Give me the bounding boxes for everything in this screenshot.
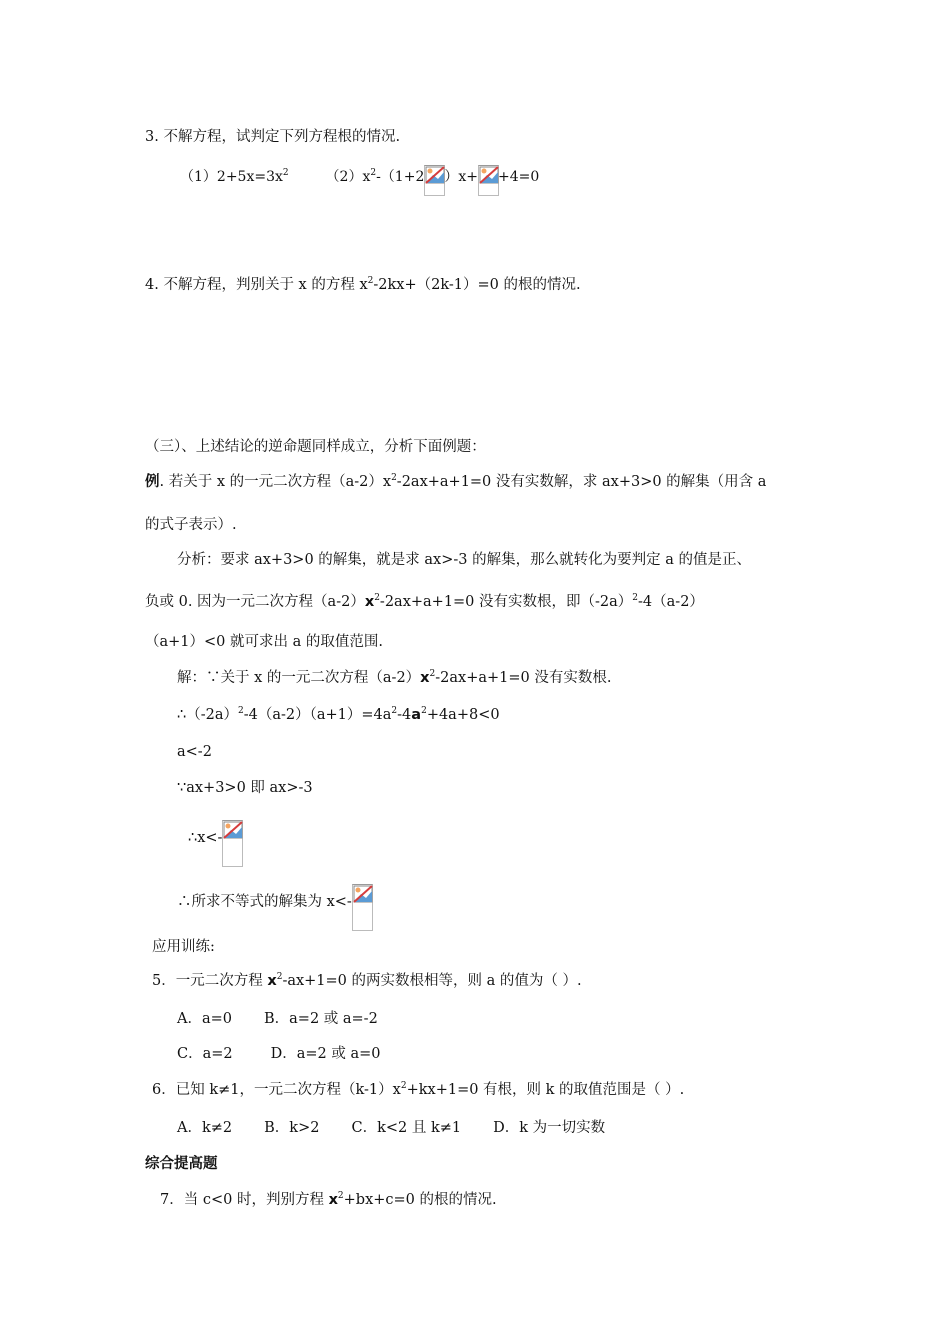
q6-text: 6．已知 k≠1，一元二次方程$(k-1)x^2+kx+1=0$ 有根，则 k 的取值范围是（ ）. (152, 1081, 685, 1098)
analysis-line1: 分析：要求 ax+3>0 的解集，就是求 ax>-3 的解集，那么就转化为要判定 a 的值是正、 (177, 552, 751, 568)
q3-title: 3. 不解方程，试判定下列方程根的情况. (145, 129, 401, 145)
q6-option-d: D．k 为一切实数 (493, 1120, 606, 1136)
q6-options (177, 1118, 605, 1138)
q6-option-c: C．k<2 且 k≠1 (351, 1120, 462, 1136)
q5-option-b: B．a=2 或 a=-2 (264, 1011, 378, 1027)
broken-image-icon (424, 165, 444, 195)
q5-option-a: A．a=0 (177, 1011, 232, 1027)
practice-heading: 应用训练: (152, 939, 215, 955)
fraction-image-icon (222, 820, 242, 866)
analysis-line3: （a+1）<0 就可求出 a 的取值范围. (145, 634, 383, 650)
example-line2: 的式子表示）. (145, 517, 237, 533)
solution-line1: 解：∵关于 x 的一元二次方程$(a-2)x^2-2ax+a+1=0$ 没有实数根. (177, 669, 612, 686)
solution-line3: a<-2 (177, 744, 212, 760)
solution-line2: $\therefore(-2a)^2-4(a-2)(a+1)=4a^2-4a^2+4a+8<0$ (177, 706, 500, 723)
q4-text: 4. 不解方程，判别关于 x 的方程 $x^2-2kx+(2k-1)=0$ 的根的情况. (145, 276, 581, 293)
analysis-line2: 负或 0. 因为一元二次方程$(a-2)x^2-2ax+a+1=0$ 没有实数根，即$(-2a)^2-4(a-2)$ (145, 593, 704, 610)
q5-options-row1 (177, 1009, 378, 1029)
solution-line5: ∴x<- (188, 820, 242, 866)
q5-text: 5．一元二次方程 $x^2-ax+1=0$ 的两实数根相等，则 a 的值为（ ）. (152, 972, 582, 989)
example-line1: 例. 若关于 x 的一元二次方程$(a-2)x^2-2ax+a+1=0$ 没有实数解，求 ax+3>0 的解集（用含 a (145, 473, 767, 490)
q5-option-d: D．a=2 或 a=0 (270, 1046, 381, 1062)
solution-line6: ∴所求不等式的解集为 x<- (177, 884, 372, 930)
q6-option-a: A．k≠2 (177, 1120, 233, 1136)
broken-image-icon (478, 165, 498, 195)
q6-option-b: B．k>2 (264, 1120, 320, 1136)
q3-parts: $(1)2+5x=3x^2$ $(2)x^2-(1+2$ ）x+ +4=0 (180, 165, 539, 195)
fraction-image-icon (352, 884, 372, 930)
section3-heading: （三）、上述结论的逆命题同样成立，分析下面例题： (145, 439, 486, 455)
q5-option-c: C．a=2 (177, 1046, 233, 1062)
solution-line4: ∵ax+3>0 即 ax>-3 (177, 780, 313, 796)
q5-options-row2 (177, 1044, 381, 1064)
advanced-heading: 综合提高题 (145, 1156, 218, 1172)
q7-text: 7．当 c<0 时，判别方程 $x^2+bx+c=0$ 的根的情况. (160, 1191, 497, 1208)
